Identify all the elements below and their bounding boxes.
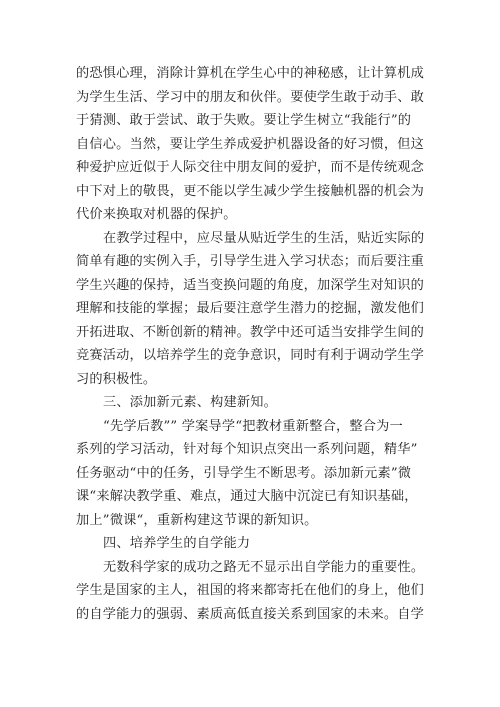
- section-heading: 四、培养学生的自学能力: [103, 536, 251, 551]
- paragraph-first-line: 在教学过程中，应尽量从贴近学生的生活，贴近实际的: [103, 230, 425, 246]
- text-line: 种爱护应近似于人际交往中朋友间的爱护，而不是传统观念: [76, 160, 425, 175]
- text-line: 的恐惧心理，消除计算机在学生心中的神秘感，让计算机成: [76, 66, 425, 81]
- section-heading: 三、添加新元素、构建新知。: [103, 395, 278, 410]
- text-line: 学生是国家的主人，祖国的将来都寄托在他们的身上，他们: [76, 583, 425, 598]
- text-line: 加上”微课“，重新构建这节课的新知识。: [76, 512, 318, 528]
- text-line: 学生兴趣的保持，适当变换问题的角度，加深学生对知识的: [76, 277, 425, 293]
- text-line: 中下对上的敬畏，更不能以学生减少学生接触机器的机会为: [76, 183, 425, 199]
- text-line: 课“来解决教学重、难点，通过大脑中沉淀已有知识基础，: [76, 489, 418, 504]
- text-line: 习的积极性。: [76, 371, 157, 387]
- text-line: 开拓进取、不断创新的精神。教学中还可适当安排学生间的: [76, 324, 425, 340]
- text-line: 为学生生活、学习中的朋友和伙伴。要使学生敢于动手、敢: [76, 89, 425, 105]
- text-line: 自信心。当然，要让学生养成爱护机器设备的好习惯，但这: [76, 136, 425, 152]
- text-line: 简单有趣的实例入手，引导学生进入学习状态；而后要注重: [76, 254, 425, 269]
- text-line: 代价来换取对机器的保护。: [76, 207, 237, 222]
- paragraph-first-line: 无数科学家的成功之路无不显示出自学能力的重要性。: [103, 559, 425, 575]
- text-line: 的自学能力的强弱、素质高低直接关系到国家的未来。自学: [76, 606, 425, 622]
- text-line: 理解和技能的掌握；最后要注意学生潜力的挖掘，激发他们: [76, 301, 425, 316]
- text-line: 竞赛活动，以培养学生的竞争意识，同时有利于调动学生学: [76, 348, 425, 363]
- document-body: [76, 62, 432, 626]
- text-line: 系列的学习活动，针对每个知识点突出一系列问题，精华”: [76, 442, 418, 457]
- paragraph-first-line: “先学后教”” 学案导学“把教材重新整合，整合为一: [103, 418, 403, 434]
- text-line: 于猜测、敢于尝试、敢于失败。要让学生树立“我能行”的: [76, 113, 412, 128]
- text-line: 任务驱动“中的任务，引导学生不断思考。添加新元素”微: [76, 465, 412, 481]
